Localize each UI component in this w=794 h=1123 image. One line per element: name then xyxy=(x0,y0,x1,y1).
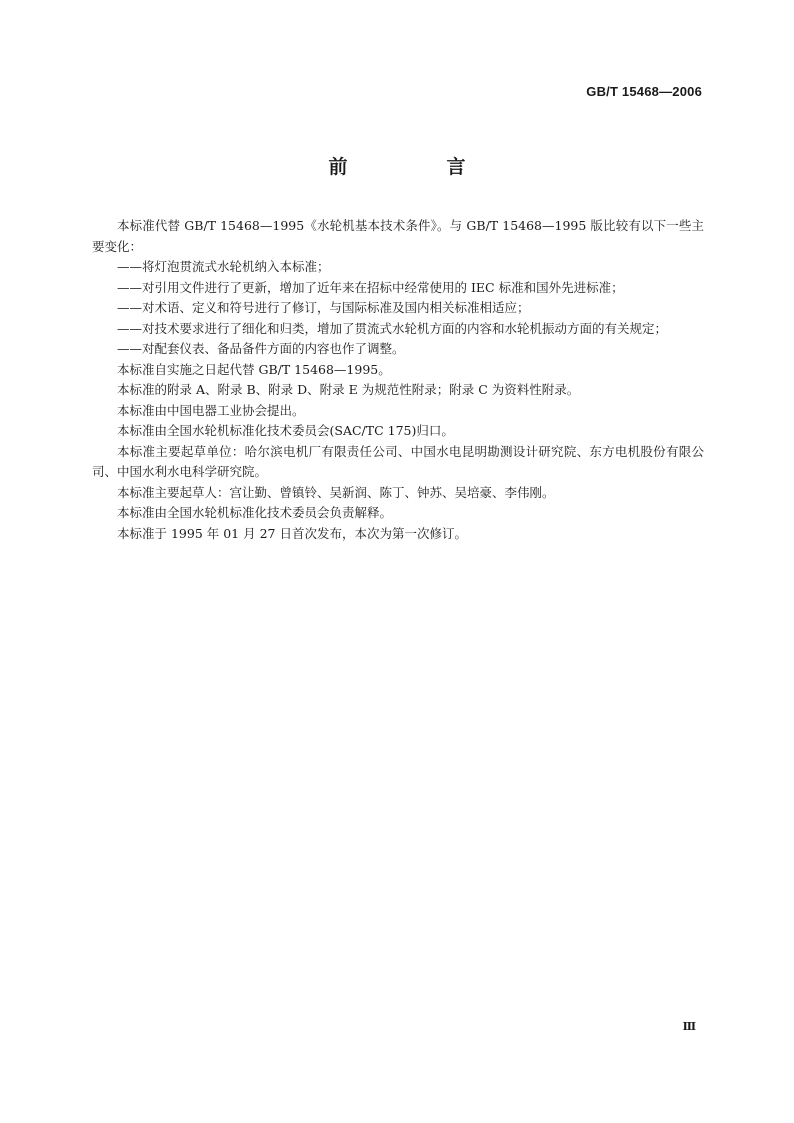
page-number: Ⅲ xyxy=(682,1020,696,1033)
change-item-5: ——对配套仪表、备品备件方面的内容也作了调整。 xyxy=(117,341,405,356)
drafting-units-paragraph: 本标准主要起草单位：哈尔滨电机厂有限责任公司、中国水电昆明勘测设计研究院、东方电机股份有限公司、中国水利水电科学研究院。 xyxy=(92,443,704,479)
change-item-1: ——将灯泡贯流式水轮机纳入本标准； xyxy=(117,259,330,274)
committee-paragraph: 本标准由全国水轮机标准化技术委员会(SAC/TC 175)归口。 xyxy=(117,423,454,438)
standard-code: GB/T 15468—2006 xyxy=(586,84,702,99)
interpretation-paragraph: 本标准由全国水轮机标准化技术委员会负责解释。 xyxy=(117,505,393,520)
foreword-body xyxy=(92,216,704,544)
history-paragraph: 本标准于 1995 年 01 月 27 日首次发布，本次为第一次修订。 xyxy=(117,525,467,541)
change-item-3: ——对术语、定义和符号进行了修订，与国际标准及国内相关标准相适应； xyxy=(117,300,530,315)
intro-paragraph: 本标准代替 GB/T 15468—1995《水轮机基本技术条件》。与 GB/T 15468—1995 版比较有以下一些主要变化： xyxy=(92,218,704,254)
annex-paragraph: 本标准的附录 A、附录 B、附录 D、附录 E 为规范性附录；附录 C 为资料性附录。 xyxy=(117,382,580,397)
change-item-2: ——对引用文件进行了更新，增加了近年来在招标中经常使用的 IEC 标准和国外先进标准； xyxy=(117,279,624,295)
page-title: 前 言 xyxy=(328,156,506,178)
change-item-4: ——对技术要求进行了细化和归类，增加了贯流式水轮机方面的内容和水轮机振动方面的有关规定； xyxy=(117,320,668,336)
replacement-paragraph: 本标准自实施之日起代替 GB/T 15468—1995。 xyxy=(117,361,391,377)
proposer-paragraph: 本标准由中国电器工业协会提出。 xyxy=(117,402,305,418)
drafters-paragraph: 本标准主要起草人：宫让勤、曾镇铃、吴新润、陈丁、钟苏、吴培豪、李伟刚。 xyxy=(117,484,555,500)
